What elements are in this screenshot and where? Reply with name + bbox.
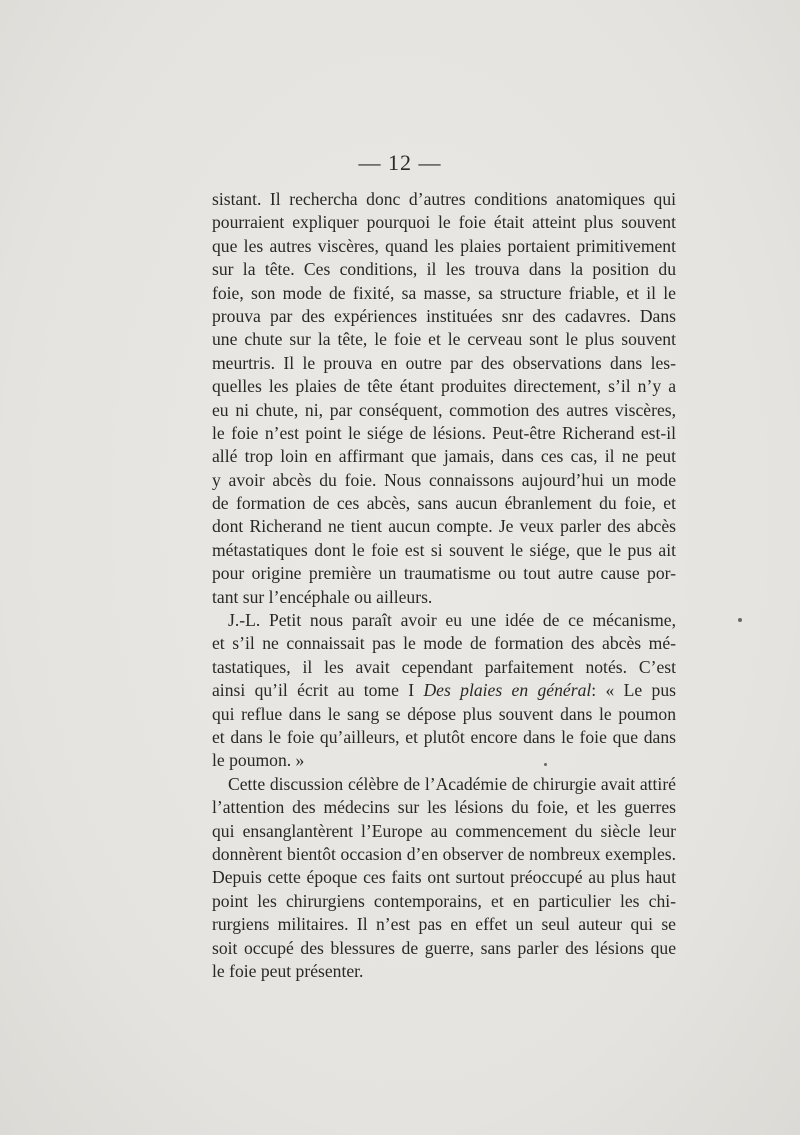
text-line: Cette discussion célèbre de l’Académie de chirurgie avait attiré [228,773,676,794]
text-line: allé trop loin en affirmant que jamais, dans ces cas, il ne peut [212,446,676,467]
text-line: donnèrent bientôt occasion d’en observer de nombreux exemples. [212,843,676,864]
page-number: — 12 — [358,150,442,175]
text-line: qui ensanglantèrent l’Europe au commencement du siècle leur [212,820,676,841]
text-line: prouva par des expériences instituées snr des cadavres. Dans [212,305,676,326]
text-line: Depuis cette époque ces faits ont surtout préoccupé au plus haut [212,867,676,888]
text-line: soit occupé des blessures de guerre, sans parler des lésions que [212,937,676,958]
text-line: pourraient expliquer pourquoi le foie était atteint plus souvent [212,212,676,233]
text-line: sur la tête. Ces conditions, il les trouva dans la position du [212,259,676,280]
text-line: que les autres viscères, quand les plaies portaient primitivement [212,235,676,256]
paper-speck [544,763,547,766]
book-title: Des plaies en général [423,680,592,701]
text-line: une chute sur la tête, le foie et le cerveau sont le plus souvent [212,329,676,350]
text-line: de formation de ces abcès, sans aucun ébranlement du foie, et [212,493,676,514]
text-line: y avoir abcès du foie. Nous connaissons aujourd’hui un mode [212,469,676,490]
text-line: métastatiques dont le foie est si souvent le siége, que le pus ait [212,539,676,560]
text-line: et s’il ne connaissait pas le mode de formation des abcès mé- [212,633,676,654]
text-line: quelles les plaies de tête étant produites directement, s’il n’y a [212,376,676,397]
text-line: J.-L. Petit nous paraît avoir eu une idée de ce mécanisme, [228,610,676,631]
text-line: le foie peut présenter. [212,960,364,981]
body-text [212,188,676,983]
text-line: rurgiens militaires. Il n’est pas en effet un seul auteur qui se [212,914,676,935]
text-line: sistant. Il rechercha donc d’autres conditions anatomiques qui [212,189,676,209]
text-line: meurtris. Il le prouva en outre par des observations dans les- [212,352,676,373]
text-line: et dans le foie qu’ailleurs, et plutôt encore dans le foie que dans [212,726,676,747]
text-line: ainsi qu’il écrit au tome I Des plaies en général: « Le pus [212,680,676,701]
text-line: dont Richerand ne tient aucun compte. Je veux parler des abcès [212,516,676,537]
text-line: eu ni chute, ni, par conséquent, commotion des autres viscères, [212,399,676,420]
text-line: le foie n’est point le siége de lésions. Peut-être Richerand est-il [212,422,676,443]
text-line: point les chirurgiens contemporains, et en particulier les chi- [212,890,676,911]
paper-speck [738,618,742,622]
text-line: foie, son mode de fixité, sa masse, sa structure friable, et il le [212,282,676,303]
text-line: tant sur l’encéphale ou ailleurs. [212,586,433,607]
text-line: l’attention des médecins sur les lésions du foie, et les guerres [212,797,676,818]
text-line: qui reflue dans le sang se dépose plus souvent dans le poumon [212,703,676,724]
text-line: le poumon. » [212,750,305,771]
text-line: pour origine première un traumatisme ou tout autre cause por- [212,563,676,584]
text-line: tastatiques, il les avait cependant parfaitement notés. C’est [212,656,676,677]
